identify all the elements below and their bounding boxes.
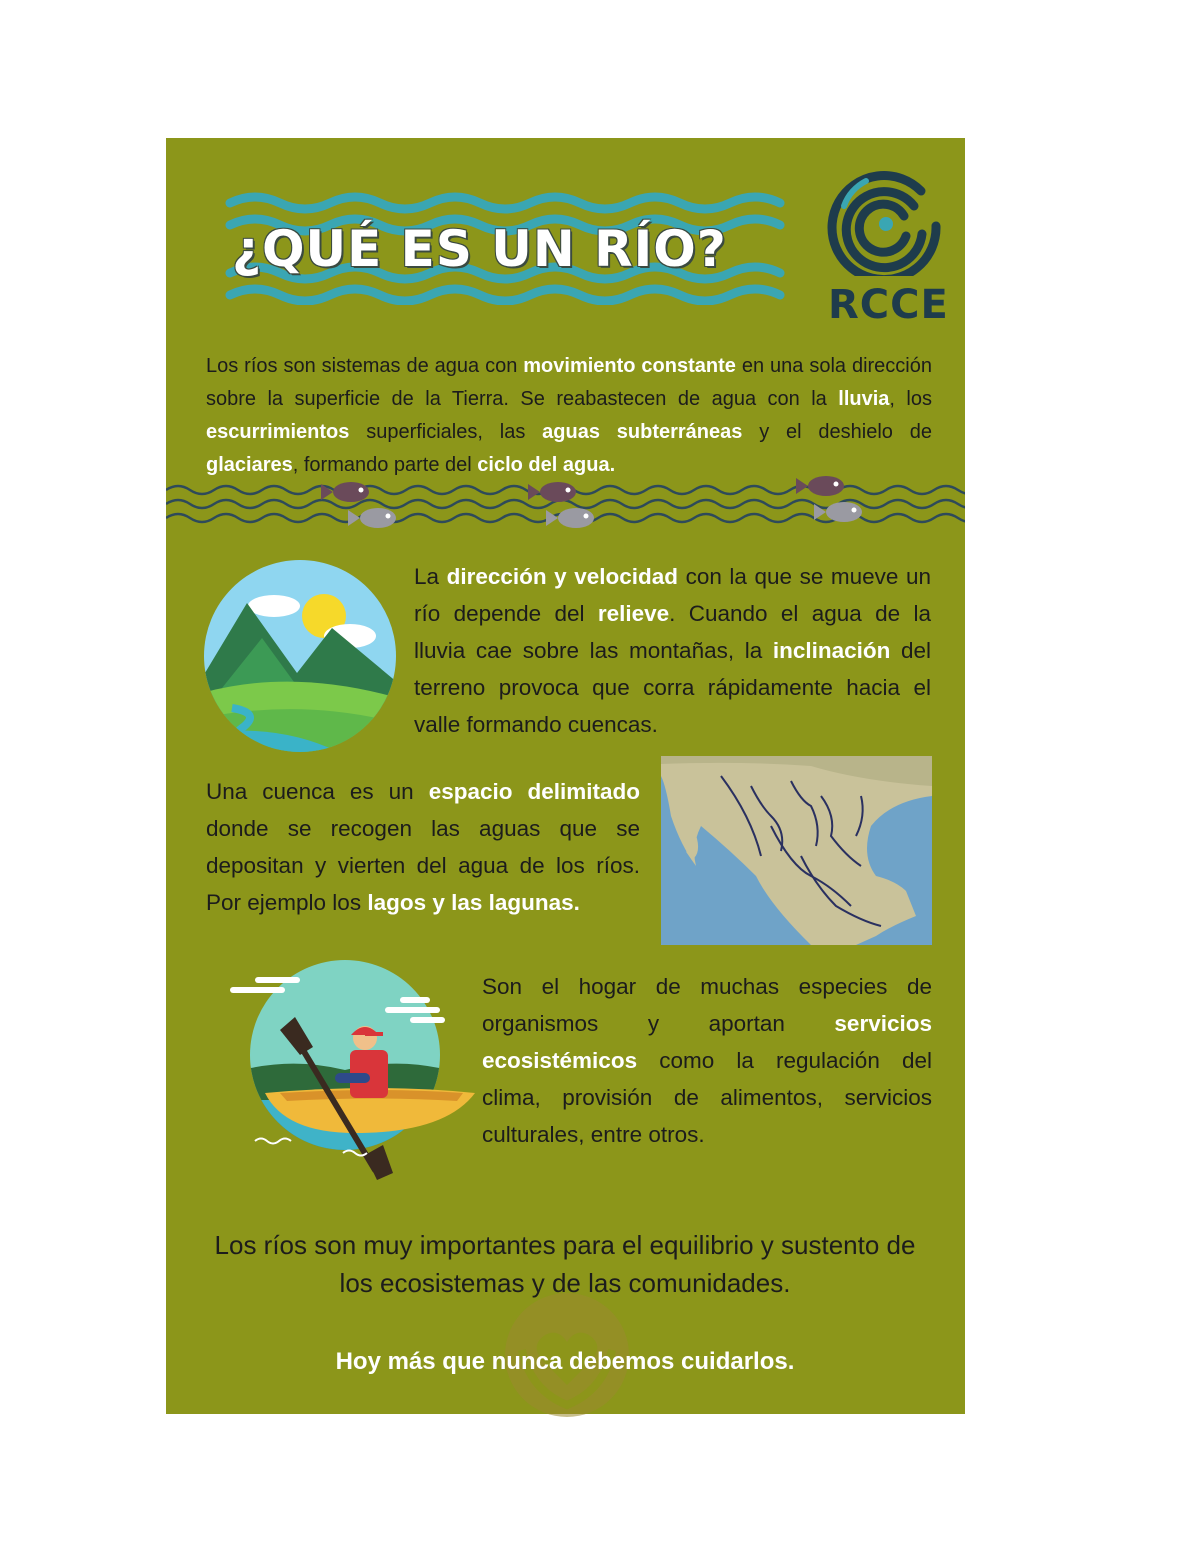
logo-spiral-icon	[826, 166, 946, 276]
species-paragraph: Son el hogar de muchas especies de organismos y aportan servicios ecosistémicos como la regulación del clima, provisión de alimentos, servicios culturales, entre otros.	[482, 974, 932, 1147]
basin-paragraph: Una cuenca es un espacio delimitado donde se recogen las aguas que se depositan y vierten del agua de los ríos. Por ejemplo los lagos y las lagunas.	[206, 779, 641, 915]
call-to-action: Hoy más que nunca debemos cuidarlos.	[335, 1348, 795, 1375]
relief-paragraph: La dirección y velocidad con la que se mueve un río depende del relieve. Cuando el agua de la lluvia cae sobre las montañas, la inclinación del terreno provoca que corra rápidamente hacia el valle formando cuencas.	[414, 564, 931, 737]
kayak-illustration	[225, 955, 485, 1185]
intro-paragraph: Los ríos son sistemas de agua con movimiento constante en una sola dirección sobre la superficie de la Tierra. Se reabastecen de agua con la lluvia, los escurrimientos superficiales, las aguas subterráneas y el deshielo de glaciares, formando parte del ciclo del agua.	[206, 355, 932, 476]
logo-text: RCCE	[828, 282, 949, 328]
page-title: ¿QUÉ ES UN RÍO?	[232, 220, 727, 278]
mexico-river-map	[661, 756, 932, 945]
closing-statement: Los ríos son muy importantes para el equilibrio y sustento de los ecosistemas y de las comunidades.	[214, 1230, 916, 1298]
landscape-illustration	[202, 558, 398, 754]
river-divider	[166, 470, 965, 540]
